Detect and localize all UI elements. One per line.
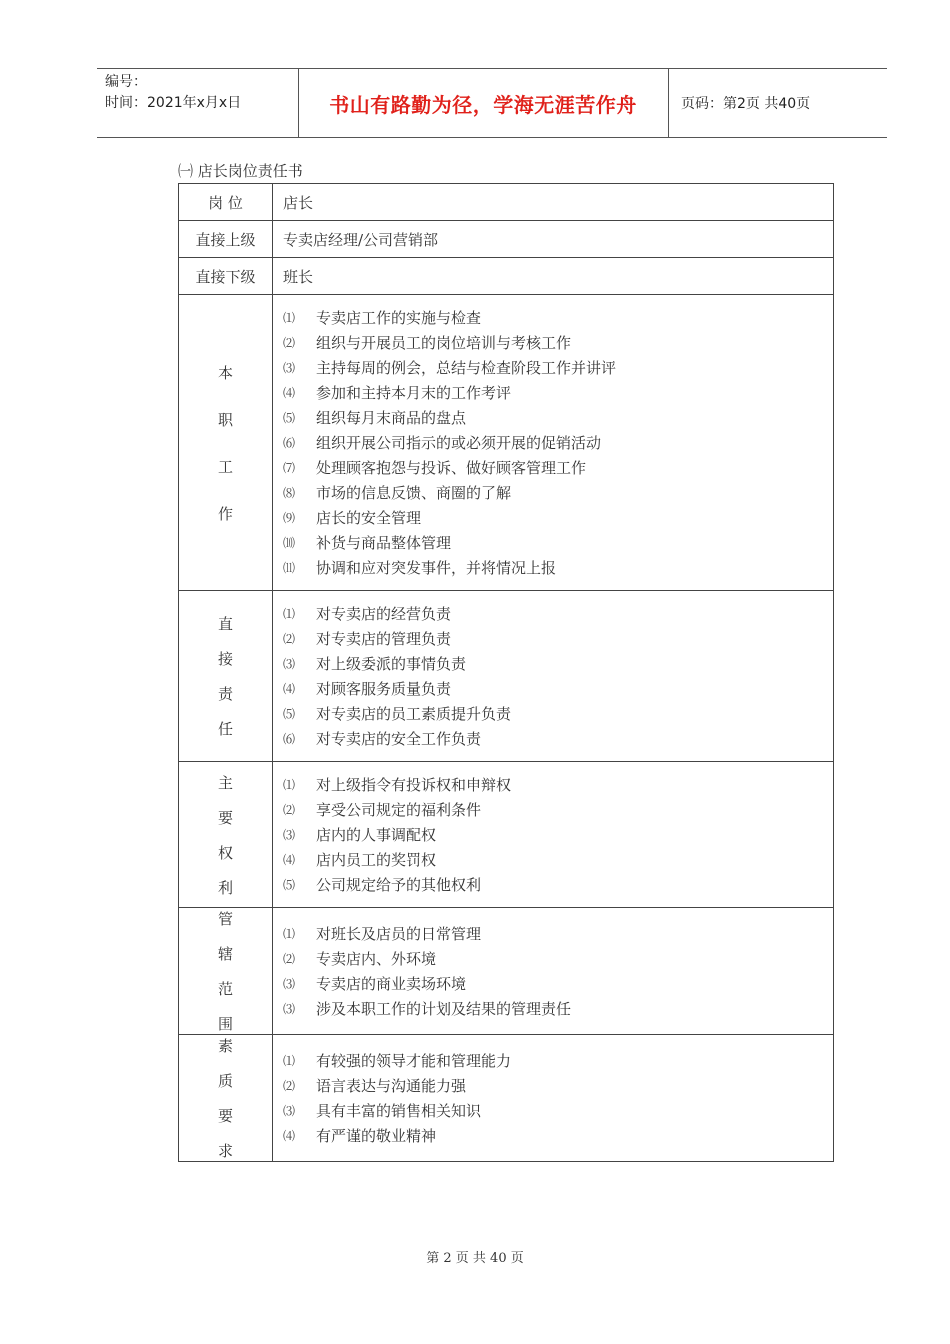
list-item bbox=[283, 1073, 833, 1098]
item-text: 语言表达与沟通能力强 bbox=[316, 1077, 467, 1095]
section-label-char: 工 bbox=[217, 457, 233, 476]
item-number: ⑺ bbox=[283, 461, 296, 475]
item-number: ⑷ bbox=[283, 853, 296, 867]
item-number: ⑼ bbox=[283, 511, 296, 525]
list-item bbox=[283, 1098, 833, 1123]
list-item bbox=[283, 430, 833, 455]
row-label-superior: 直接上级 bbox=[179, 221, 273, 258]
list-item bbox=[283, 601, 833, 626]
list-item bbox=[283, 505, 833, 530]
section-label-char: 接 bbox=[217, 650, 233, 668]
section-label-char: 权 bbox=[217, 843, 233, 862]
header-motto: 书山有路勤为径，学海无涯苦作舟 bbox=[329, 93, 637, 117]
header-meta bbox=[105, 72, 241, 114]
section-label-char: 范 bbox=[217, 980, 233, 998]
item-text: 有严谨的敬业精神 bbox=[316, 1127, 437, 1145]
item-number: ⑴ bbox=[283, 1054, 296, 1068]
list-item bbox=[283, 651, 833, 676]
item-number: ⑷ bbox=[283, 1129, 296, 1143]
item-number: ⑷ bbox=[283, 682, 296, 696]
item-text: 组织开展公司指示的或必须开展的促销活动 bbox=[316, 434, 602, 452]
section-items-cell bbox=[273, 591, 834, 762]
item-number: ⑴ bbox=[283, 311, 296, 325]
item-text: 店内员工的奖罚权 bbox=[316, 851, 437, 869]
list-item bbox=[283, 726, 833, 751]
section-label-char: 要 bbox=[217, 808, 233, 827]
section-title: ㈠ 店长岗位责任书 bbox=[178, 162, 303, 180]
item-text: 处理顾客抱怨与投诉、做好顾客管理工作 bbox=[316, 459, 587, 477]
section-label-char: 职 bbox=[217, 410, 233, 429]
list-item bbox=[283, 626, 833, 651]
item-number: ⑹ bbox=[283, 732, 296, 746]
item-text: 公司规定给予的其他权利 bbox=[316, 876, 482, 894]
list-item bbox=[283, 530, 833, 555]
item-text: 涉及本职工作的计划及结果的管理责任 bbox=[316, 1000, 572, 1018]
list-item bbox=[283, 797, 833, 822]
item-number: ⑹ bbox=[283, 436, 296, 450]
list-item bbox=[283, 380, 833, 405]
document-time-label: 时间：2021年x月x日 bbox=[105, 95, 242, 111]
row-label-subordinate: 直接下级 bbox=[179, 258, 273, 295]
list-item bbox=[283, 971, 833, 996]
section-label bbox=[179, 591, 273, 762]
table-row bbox=[179, 258, 834, 295]
item-number: ⑾ bbox=[283, 561, 296, 575]
item-number: ⑸ bbox=[283, 707, 296, 721]
page-header bbox=[97, 68, 887, 138]
item-text: 对专卖店的管理负责 bbox=[316, 630, 452, 648]
list-item bbox=[283, 405, 833, 430]
section-label bbox=[179, 762, 273, 908]
list-item bbox=[283, 676, 833, 701]
item-number: ⑶ bbox=[283, 657, 296, 671]
item-text: 店长的安全管理 bbox=[316, 509, 422, 527]
row-label-position: 岗 位 bbox=[179, 184, 273, 221]
list-item bbox=[283, 1048, 833, 1073]
item-text: 对专卖店的经营负责 bbox=[316, 605, 452, 623]
section-label-char: 素 bbox=[217, 1037, 233, 1055]
list-item bbox=[283, 355, 833, 380]
item-text: 专卖店内、外环境 bbox=[316, 950, 437, 968]
list-item bbox=[283, 305, 833, 330]
section-label bbox=[179, 908, 273, 1035]
section-label-char: 责 bbox=[217, 685, 233, 703]
item-text: 市场的信息反馈、商圈的了解 bbox=[316, 484, 512, 502]
list-item bbox=[283, 330, 833, 355]
item-text: 对班长及店员的日常管理 bbox=[316, 925, 482, 943]
item-number: ⑵ bbox=[283, 1079, 296, 1093]
item-number: ⑴ bbox=[283, 778, 296, 792]
item-text: 专卖店的商业卖场环境 bbox=[316, 975, 467, 993]
list-item bbox=[283, 921, 833, 946]
list-item bbox=[283, 1123, 833, 1148]
section-label-char: 围 bbox=[217, 1015, 233, 1033]
table-section-row bbox=[179, 762, 834, 908]
row-value-position: 店长 bbox=[273, 184, 834, 221]
section-label-char: 任 bbox=[217, 720, 233, 738]
list-item bbox=[283, 847, 833, 872]
item-number: ⑶ bbox=[283, 977, 296, 991]
item-number: ⑵ bbox=[283, 952, 296, 966]
section-items-cell bbox=[273, 762, 834, 908]
list-item bbox=[283, 822, 833, 847]
section-items-cell bbox=[273, 1035, 834, 1162]
responsibility-table bbox=[178, 183, 834, 1162]
item-number: ⑵ bbox=[283, 803, 296, 817]
section-items-cell bbox=[273, 908, 834, 1035]
list-item bbox=[283, 946, 833, 971]
header-page-info: 页码：第2页 共40页 bbox=[681, 96, 811, 112]
list-item bbox=[283, 772, 833, 797]
item-text: 组织每月末商品的盘点 bbox=[316, 409, 467, 427]
page-footer: 第 2 页 共 40 页 bbox=[426, 1251, 524, 1266]
item-number: ⑶ bbox=[283, 1104, 296, 1118]
section-items-cell bbox=[273, 295, 834, 591]
section-label-char: 利 bbox=[217, 878, 233, 897]
document-number-label: 编号： bbox=[105, 74, 147, 90]
section-label bbox=[179, 295, 273, 591]
item-number: ⑴ bbox=[283, 927, 296, 941]
list-item bbox=[283, 701, 833, 726]
table-section-row bbox=[179, 1035, 834, 1162]
table-row bbox=[179, 184, 834, 221]
item-text: 对专卖店的员工素质提升负责 bbox=[316, 705, 512, 723]
item-number: ⑶ bbox=[283, 361, 296, 375]
list-item bbox=[283, 555, 833, 580]
item-text: 对上级委派的事情负责 bbox=[316, 655, 467, 673]
table-section-row bbox=[179, 908, 834, 1035]
section-label-char: 本 bbox=[217, 363, 233, 382]
section-label-char: 管 bbox=[217, 910, 233, 928]
item-number: ⑸ bbox=[283, 411, 296, 425]
item-text: 店内的人事调配权 bbox=[316, 826, 437, 844]
item-text: 参加和主持本月末的工作考评 bbox=[316, 384, 512, 402]
item-text: 协调和应对突发事件，并将情况上报 bbox=[316, 559, 557, 577]
list-item bbox=[283, 996, 833, 1021]
section-label-char: 质 bbox=[217, 1072, 233, 1090]
item-number: ⑻ bbox=[283, 486, 296, 500]
table-row bbox=[179, 221, 834, 258]
item-number: ⑴ bbox=[283, 607, 296, 621]
item-number: ⑽ bbox=[283, 536, 296, 550]
item-text: 主持每周的例会，总结与检查阶段工作并讲评 bbox=[316, 359, 617, 377]
section-label-char: 主 bbox=[217, 773, 233, 792]
table-section-row bbox=[179, 295, 834, 591]
item-text: 组织与开展员工的岗位培训与考核工作 bbox=[316, 334, 572, 352]
header-divider bbox=[668, 69, 669, 137]
item-number: ⑷ bbox=[283, 386, 296, 400]
item-number: ⑶ bbox=[283, 1002, 296, 1016]
section-label-char: 要 bbox=[217, 1107, 233, 1125]
item-number: ⑸ bbox=[283, 878, 296, 892]
section-label-char: 求 bbox=[217, 1142, 233, 1160]
section-label-char: 作 bbox=[217, 504, 233, 523]
item-text: 对顾客服务质量负责 bbox=[316, 680, 452, 698]
item-text: 补货与商品整体管理 bbox=[316, 534, 452, 552]
item-text: 对专卖店的安全工作负责 bbox=[316, 730, 482, 748]
item-number: ⑵ bbox=[283, 336, 296, 350]
list-item bbox=[283, 455, 833, 480]
list-item bbox=[283, 872, 833, 897]
section-label-char: 辖 bbox=[217, 945, 233, 963]
item-number: ⑶ bbox=[283, 828, 296, 842]
section-label-char: 直 bbox=[217, 615, 233, 633]
item-number: ⑵ bbox=[283, 632, 296, 646]
item-text: 具有丰富的销售相关知识 bbox=[316, 1102, 482, 1120]
row-value-subordinate: 班长 bbox=[273, 258, 834, 295]
list-item bbox=[283, 480, 833, 505]
item-text: 有较强的领导才能和管理能力 bbox=[316, 1052, 512, 1070]
item-text: 专卖店工作的实施与检查 bbox=[316, 309, 482, 327]
item-text: 享受公司规定的福利条件 bbox=[316, 801, 482, 819]
table-section-row bbox=[179, 591, 834, 762]
row-value-superior: 专卖店经理/公司营销部 bbox=[273, 221, 834, 258]
item-text: 对上级指令有投诉权和申辩权 bbox=[316, 776, 512, 794]
section-label bbox=[179, 1035, 273, 1162]
